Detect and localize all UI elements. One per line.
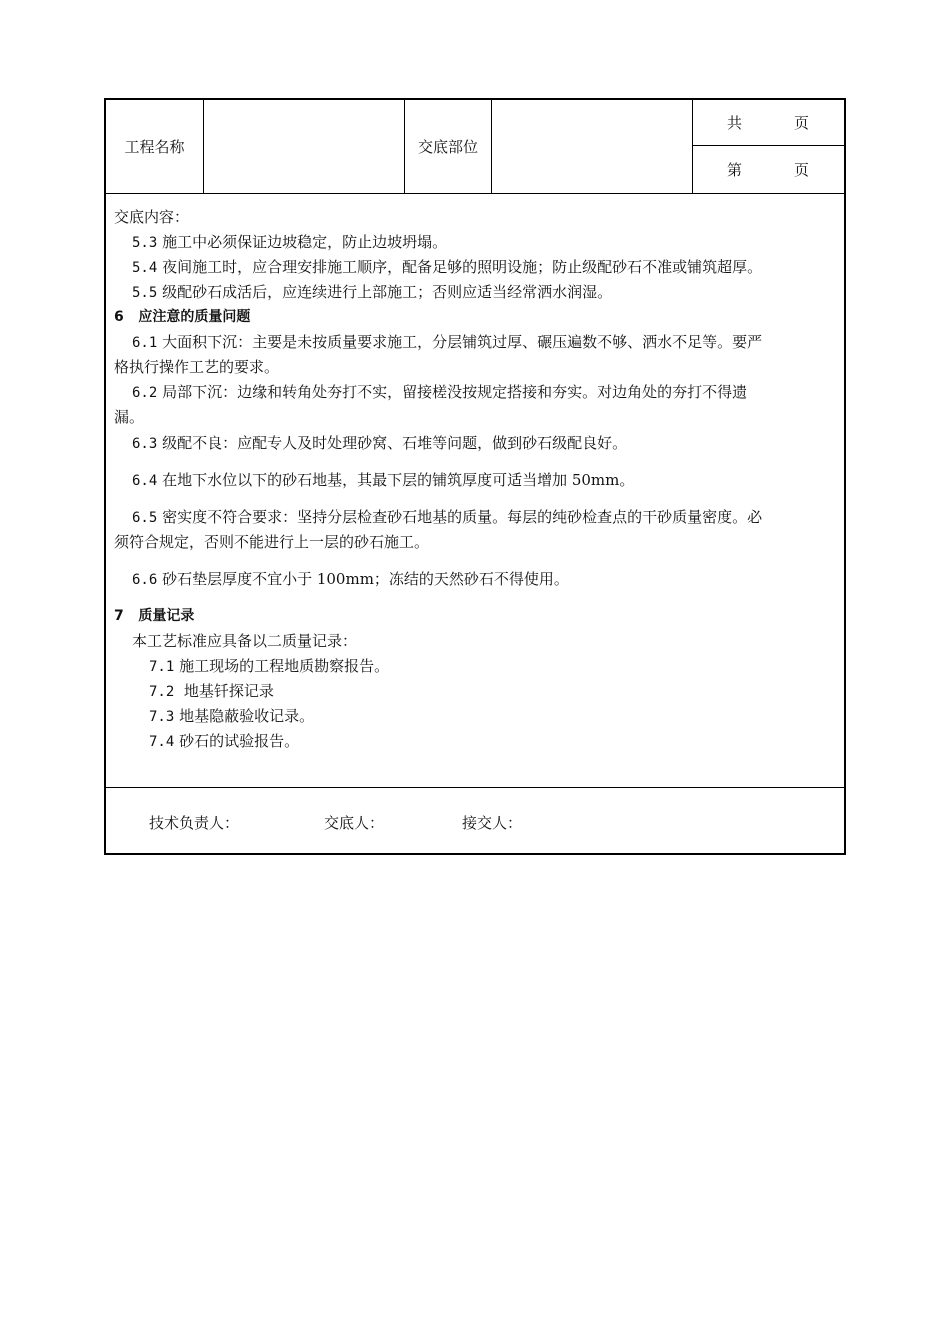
total-pages-suffix: 页 [794,114,810,132]
section-heading: 6 应注意的质量问题 [114,309,251,325]
tech-lead-signature-label: 技术负责人： [149,814,240,832]
signature-row [106,788,844,853]
page-number-row [693,146,844,193]
project-name-label: 工程名称 [106,100,204,193]
list-item: 6.2 局部下沉：边缘和转角处夯打不实，留接槎没按规定搭接和夯实。对边角处的夯打不得遗 [132,383,748,401]
total-pages-prefix: 共 [727,114,743,132]
list-item: 6.5 密实度不符合要求：坚持分层检查砂石地基的质量。每层的纯砂检查点的干砂质量密度。必 [132,508,763,526]
handover-form [104,98,846,855]
section-intro: 本工艺标准应具备以二质量记录： [132,632,358,650]
list-item-continued: 格执行操作工艺的要求。 [114,358,280,376]
list-item: 7.1 施工现场的工程地质勘察报告。 [149,657,390,675]
list-item-continued: 漏。 [114,408,145,426]
section-heading: 7 质量记录 [114,608,195,624]
list-item: 7.4 砂石的试验报告。 [149,732,300,750]
content-title: 交底内容： [114,208,190,226]
list-item: 6.3 级配不良：应配专人及时处理砂窝、石堆等问题，做到砂石级配良好。 [132,434,628,452]
handover-part-field[interactable] [492,100,693,193]
form-header [106,100,844,194]
list-item: 6.6 砂石垫层厚度不宜小于 100mm；冻结的天然砂石不得使用。 [132,570,569,588]
list-item-continued: 须符合规定，否则不能进行上一层的砂石施工。 [114,533,430,551]
project-name-field[interactable] [204,100,405,193]
page-count-block [693,100,844,193]
handover-content [106,194,844,788]
list-item: 7.2 地基钎探记录 [149,682,274,700]
list-item: 5.5 级配砂石成活后，应连续进行上部施工；否则应适当经常洒水润湿。 [132,283,613,301]
list-item: 5.4 夜间施工时，应合理安排施工顺序，配备足够的照明设施；防止级配砂石不准或铺筑超厚。 [132,258,763,276]
list-item: 5.3 施工中必须保证边坡稳定，防止边坡坍塌。 [132,233,448,251]
list-item: 6.4 在地下水位以下的砂石地基，其最下层的铺筑厚度可适当增加 50mm。 [132,471,635,489]
page-number-prefix: 第 [727,161,743,179]
discloser-signature-label: 交底人： [324,814,385,832]
total-pages-row [693,100,844,146]
handover-part-label: 交底部位 [405,100,492,193]
list-item: 7.3 地基隐蔽验收记录。 [149,707,315,725]
page-number-suffix: 页 [794,161,810,179]
list-item: 6.1 大面积下沉：主要是未按质量要求施工，分层铺筑过厚、碾压遍数不够、洒水不足等。要严 [132,333,763,351]
receiver-signature-label: 接交人： [462,814,523,832]
